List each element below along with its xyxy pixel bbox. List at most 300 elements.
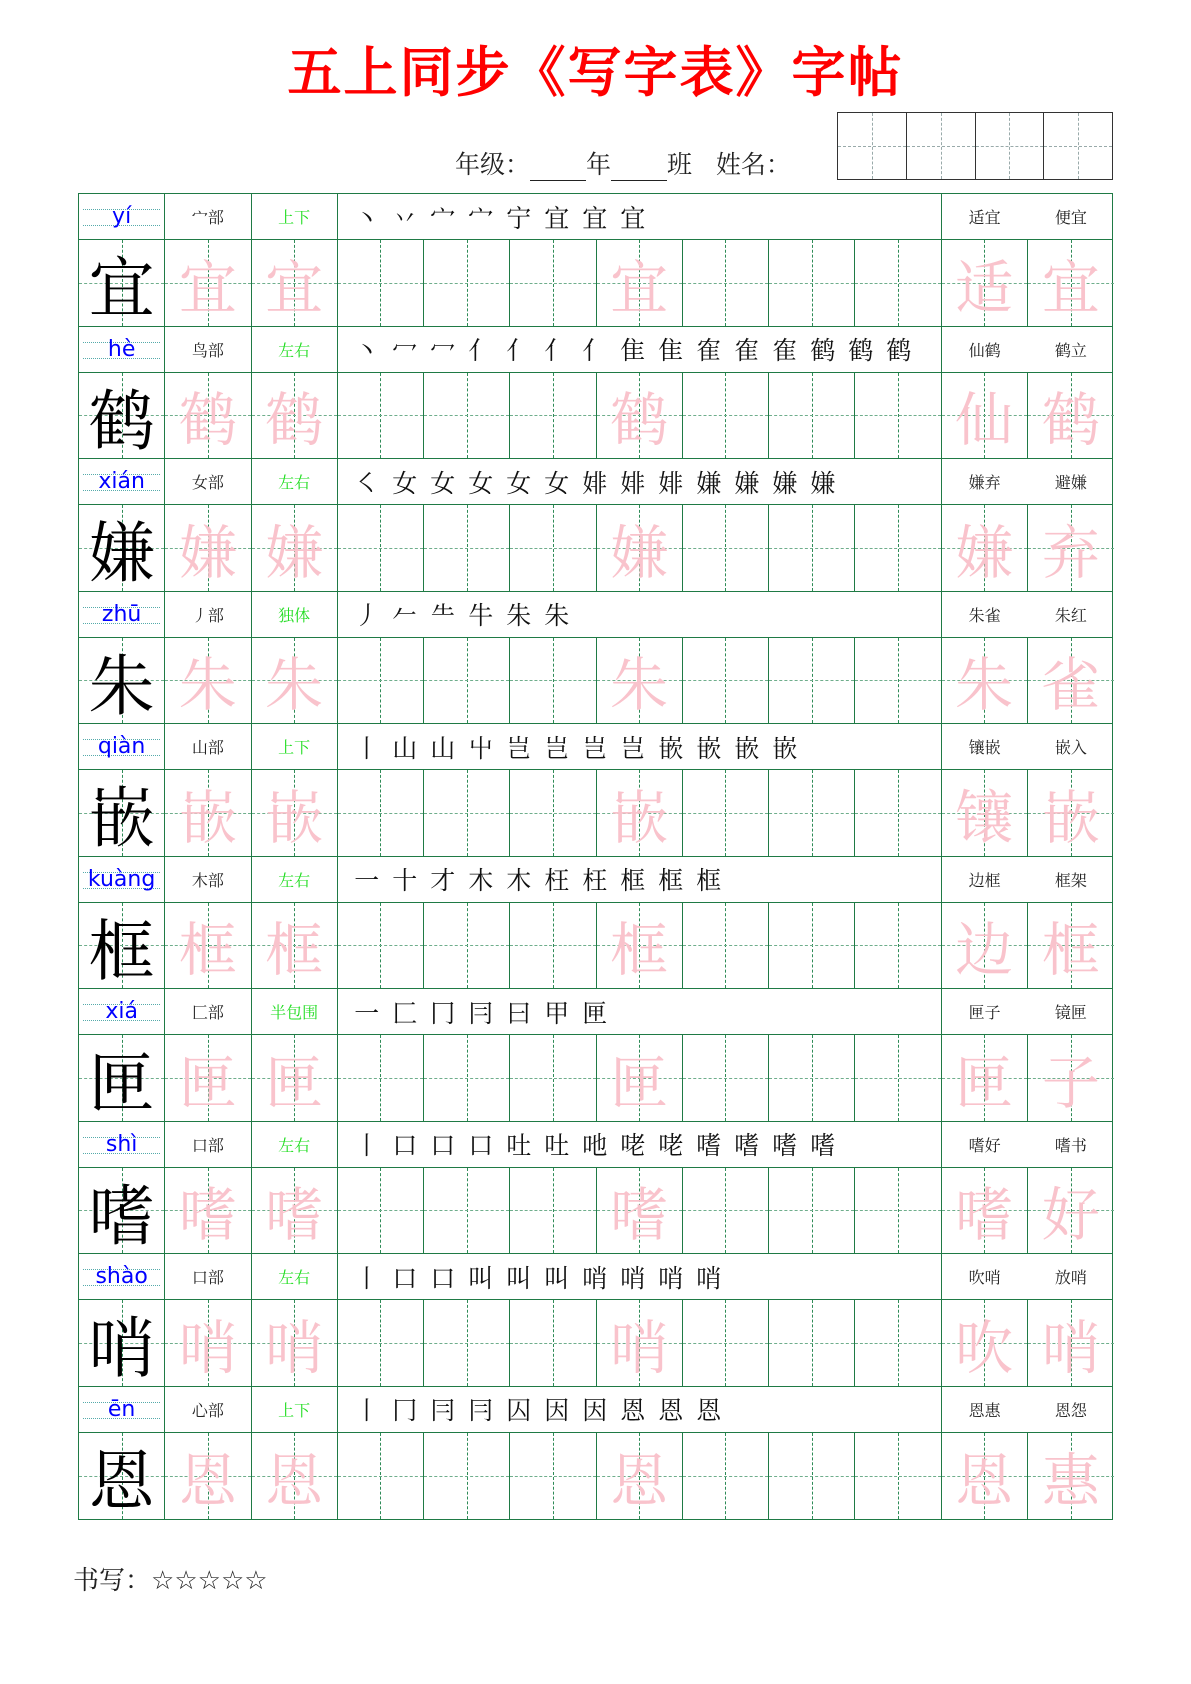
- radical: 山部: [191, 738, 224, 757]
- radical-cell: [165, 989, 251, 1034]
- writing-cell[interactable]: [165, 373, 251, 459]
- model-character: 宜: [88, 250, 155, 328]
- word: 便宜: [1054, 208, 1087, 227]
- stroke-step: 冂: [430, 998, 456, 1028]
- words-cell: [942, 194, 1115, 239]
- trace-word-character[interactable]: 弃: [1041, 518, 1100, 587]
- writing-cell[interactable]: [165, 903, 251, 989]
- stroke-step: 亻: [468, 336, 494, 365]
- trace-character[interactable]: 朱: [265, 651, 324, 720]
- trace-word-character[interactable]: 哨: [1041, 1313, 1100, 1382]
- stroke-step: 吔: [582, 1131, 608, 1160]
- writing-cell[interactable]: [942, 505, 1028, 591]
- writing-cell[interactable]: [855, 240, 941, 326]
- writing-cell[interactable]: [510, 373, 596, 459]
- character-row: [79, 240, 1112, 327]
- trace-word-character[interactable]: 雀: [1041, 651, 1100, 720]
- writing-cell[interactable]: [252, 1433, 338, 1520]
- writing-cell[interactable]: [855, 1433, 941, 1520]
- radical-cell: [165, 1387, 251, 1432]
- trace-word-character[interactable]: 嵌: [1041, 783, 1100, 852]
- trace-word-character[interactable]: 宜: [1041, 253, 1100, 322]
- structure-cell: [252, 1387, 338, 1432]
- writing-cell[interactable]: [597, 1433, 683, 1520]
- writing-cell[interactable]: [252, 770, 338, 856]
- stroke-step: 𠂉: [392, 601, 418, 630]
- year-blank[interactable]: [530, 156, 586, 181]
- model-character-cell: [79, 1168, 165, 1254]
- stroke-step: 鹤: [810, 336, 836, 365]
- class-blank[interactable]: [611, 156, 667, 181]
- trace-character[interactable]: 匣: [265, 1048, 324, 1117]
- writing-cell[interactable]: [683, 1433, 769, 1520]
- stroke-step: 嫌: [772, 468, 798, 498]
- writing-cell[interactable]: [597, 1300, 683, 1386]
- writing-cell[interactable]: [252, 373, 338, 459]
- writing-cell[interactable]: [1028, 1035, 1114, 1121]
- model-character-cell: [79, 1300, 165, 1386]
- rating-stars[interactable]: ☆☆☆☆☆: [151, 1566, 268, 1596]
- stroke-step: 宀: [430, 203, 456, 233]
- stroke-step: 丿: [354, 601, 380, 630]
- writing-cell[interactable]: [165, 770, 251, 856]
- stroke-step: 匚: [392, 998, 418, 1028]
- writing-cell[interactable]: [769, 373, 855, 459]
- name-label: 姓名：: [715, 150, 791, 179]
- stroke-order-cell: [338, 327, 942, 372]
- writing-cell[interactable]: [942, 1433, 1028, 1520]
- structure-cell: [252, 327, 338, 372]
- writing-cell[interactable]: [597, 1035, 683, 1121]
- model-character-cell: [79, 1433, 165, 1520]
- stroke-step: 嫌: [734, 468, 760, 498]
- writing-cell[interactable]: [424, 240, 510, 326]
- stroke-step: 口: [392, 1263, 418, 1293]
- stroke-step: 丶: [354, 336, 380, 365]
- writing-cell[interactable]: [165, 638, 251, 724]
- stroke-step: 鹤: [848, 336, 874, 365]
- structure-cell: [252, 459, 338, 504]
- writing-cell[interactable]: [683, 903, 769, 989]
- writing-cell[interactable]: [510, 505, 596, 591]
- writing-cell[interactable]: [683, 770, 769, 856]
- writing-cell[interactable]: [338, 505, 424, 591]
- words-cell: [942, 459, 1115, 504]
- stroke-step: 丨: [354, 1396, 380, 1425]
- stroke-step: 木: [506, 866, 532, 895]
- writing-cell[interactable]: [165, 240, 251, 326]
- writing-cell[interactable]: [942, 1035, 1028, 1121]
- writing-cell[interactable]: [769, 903, 855, 989]
- word: 朱红: [1054, 605, 1087, 625]
- name-cell[interactable]: [1044, 113, 1112, 179]
- structure: 左右: [278, 473, 311, 492]
- trace-character[interactable]: 嵌: [178, 783, 237, 852]
- trace-character[interactable]: 嗜: [265, 1181, 324, 1250]
- writing-cell[interactable]: [510, 1168, 596, 1254]
- writing-cell[interactable]: [1028, 638, 1114, 724]
- writing-cell[interactable]: [597, 505, 683, 591]
- writing-cell[interactable]: [424, 1168, 510, 1254]
- stroke-step: 恩: [658, 1396, 684, 1425]
- writing-cell[interactable]: [424, 1433, 510, 1520]
- stroke-order-cell: [338, 724, 942, 769]
- word: 匣子: [968, 1003, 1001, 1022]
- stroke-step: 冃: [430, 1396, 456, 1425]
- model-character-cell: [79, 770, 165, 856]
- stroke-step: 冖: [430, 336, 456, 365]
- writing-cell[interactable]: [252, 1168, 338, 1254]
- word: 边框: [968, 870, 1001, 890]
- writing-cell[interactable]: [1028, 1433, 1114, 1520]
- writing-cell[interactable]: [424, 903, 510, 989]
- class-label: 班: [667, 150, 693, 179]
- writing-cell[interactable]: [769, 1433, 855, 1520]
- trace-word-character[interactable]: 吹: [955, 1313, 1014, 1382]
- writing-cell[interactable]: [252, 1300, 338, 1386]
- radical: 鸟部: [191, 340, 224, 360]
- trace-character[interactable]: 哨: [178, 1313, 237, 1382]
- stroke-order-cell: [338, 989, 942, 1034]
- pinyin-row: [79, 989, 1112, 1035]
- stroke-step: 嗜: [696, 1131, 722, 1160]
- writing-cell[interactable]: [424, 1300, 510, 1386]
- stroke-step: 宜: [620, 203, 646, 233]
- trace-character[interactable]: 朱: [610, 651, 669, 720]
- structure-cell: [252, 989, 338, 1034]
- pinyin-cell: [79, 592, 165, 637]
- trace-word-character[interactable]: 好: [1041, 1181, 1100, 1250]
- writing-cell[interactable]: [252, 638, 338, 724]
- trace-character[interactable]: 朱: [178, 651, 237, 720]
- trace-character[interactable]: 框: [610, 916, 669, 985]
- stroke-step: 嗜: [772, 1131, 798, 1160]
- writing-cell[interactable]: [855, 1300, 941, 1386]
- trace-word-character[interactable]: 边: [955, 916, 1014, 985]
- trace-character[interactable]: 哨: [265, 1313, 324, 1382]
- radical-cell: [165, 194, 251, 239]
- trace-character[interactable]: 嵌: [610, 783, 669, 852]
- writing-cell[interactable]: [1028, 240, 1114, 326]
- writing-cell[interactable]: [683, 505, 769, 591]
- word: 恩惠: [968, 1400, 1001, 1420]
- trace-character[interactable]: 宜: [178, 253, 237, 322]
- stroke-step: 丷: [392, 203, 418, 233]
- writing-cell[interactable]: [683, 240, 769, 326]
- stroke-step: 隺: [734, 336, 760, 365]
- trace-character[interactable]: 恩: [265, 1446, 324, 1515]
- writing-cell[interactable]: [855, 903, 941, 989]
- writing-cell[interactable]: [597, 903, 683, 989]
- stroke-step: 岂: [544, 733, 570, 763]
- stroke-step: 女: [392, 468, 418, 498]
- pinyin-row: [79, 592, 1112, 638]
- stroke-step: 嵌: [772, 733, 798, 763]
- writing-cell[interactable]: [338, 1433, 424, 1520]
- trace-word-character[interactable]: 适: [955, 253, 1014, 322]
- word: 恩怨: [1054, 1400, 1087, 1420]
- writing-cell[interactable]: [855, 373, 941, 459]
- structure: 上下: [278, 208, 311, 227]
- writing-cell[interactable]: [338, 903, 424, 989]
- stroke-step: 叫: [468, 1263, 494, 1293]
- writing-cell[interactable]: [338, 770, 424, 856]
- writing-cell[interactable]: [769, 505, 855, 591]
- pinyin: xián: [98, 469, 145, 494]
- stroke-step: 婔: [658, 468, 684, 498]
- stroke-step: 朱: [544, 601, 570, 630]
- trace-character[interactable]: 嫌: [178, 518, 237, 587]
- stroke-step: 匣: [582, 998, 608, 1028]
- writing-cell[interactable]: [769, 240, 855, 326]
- structure-cell: [252, 592, 338, 637]
- trace-word-character[interactable]: 仙: [955, 386, 1014, 455]
- writing-cell[interactable]: [683, 638, 769, 724]
- words-cell: [942, 1387, 1115, 1432]
- stroke-step: 吐: [544, 1131, 570, 1160]
- pinyin-cell: [79, 724, 165, 769]
- trace-character[interactable]: 嗜: [178, 1181, 237, 1250]
- stroke-step: 丨: [354, 1131, 380, 1160]
- writing-cell[interactable]: [597, 373, 683, 459]
- word: 放哨: [1054, 1268, 1087, 1287]
- trace-word-character[interactable]: 匣: [955, 1048, 1014, 1117]
- pinyin-cell: [79, 1254, 165, 1299]
- trace-character[interactable]: 匣: [178, 1048, 237, 1117]
- trace-character[interactable]: 嫌: [265, 518, 324, 587]
- name-cell[interactable]: [907, 113, 976, 179]
- trace-word-character[interactable]: 朱: [955, 651, 1014, 720]
- writing-cell[interactable]: [942, 638, 1028, 724]
- pinyin-row: [79, 724, 1112, 770]
- trace-character[interactable]: 宜: [610, 253, 669, 322]
- pinyin-cell: [79, 459, 165, 504]
- pinyin-row: [79, 1254, 1112, 1300]
- trace-character[interactable]: 嵌: [265, 783, 324, 852]
- trace-word-character[interactable]: 子: [1041, 1048, 1100, 1117]
- words-cell: [942, 1254, 1115, 1299]
- writing-cell[interactable]: [510, 903, 596, 989]
- writing-cell[interactable]: [855, 638, 941, 724]
- trace-character[interactable]: 匣: [610, 1048, 669, 1117]
- writing-cell[interactable]: [942, 240, 1028, 326]
- writing-cell[interactable]: [597, 240, 683, 326]
- writing-cell[interactable]: [597, 770, 683, 856]
- stroke-step: 隺: [696, 336, 722, 365]
- writing-cell[interactable]: [1028, 903, 1114, 989]
- writing-cell[interactable]: [338, 373, 424, 459]
- trace-character[interactable]: 鹤: [265, 386, 324, 455]
- writing-cell[interactable]: [424, 373, 510, 459]
- trace-character[interactable]: 恩: [610, 1446, 669, 1515]
- model-character: 嵌: [88, 780, 155, 858]
- pinyin: yí: [112, 204, 132, 229]
- trace-character[interactable]: 恩: [178, 1446, 237, 1515]
- writing-cell[interactable]: [942, 1168, 1028, 1254]
- stroke-step: 口: [392, 1131, 418, 1160]
- writing-cell[interactable]: [683, 1168, 769, 1254]
- trace-character[interactable]: 鹤: [178, 386, 237, 455]
- writing-cell[interactable]: [855, 770, 941, 856]
- writing-cell[interactable]: [769, 638, 855, 724]
- writing-cell[interactable]: [942, 770, 1028, 856]
- writing-cell[interactable]: [510, 240, 596, 326]
- writing-cell[interactable]: [597, 638, 683, 724]
- writing-cell[interactable]: [338, 1300, 424, 1386]
- name-writing-box[interactable]: [837, 112, 1113, 180]
- trace-character[interactable]: 嫌: [610, 518, 669, 587]
- pinyin-row: [79, 327, 1112, 373]
- stroke-step: 嵌: [658, 733, 684, 763]
- stroke-step: 鹤: [886, 336, 912, 365]
- writing-cell[interactable]: [252, 505, 338, 591]
- trace-word-character[interactable]: 惠: [1041, 1446, 1100, 1515]
- writing-cell[interactable]: [510, 1300, 596, 1386]
- writing-cell[interactable]: [1028, 373, 1114, 459]
- writing-cell[interactable]: [855, 1035, 941, 1121]
- writing-cell[interactable]: [769, 1300, 855, 1386]
- writing-cell[interactable]: [424, 638, 510, 724]
- writing-cell[interactable]: [769, 770, 855, 856]
- stroke-step: 嵌: [696, 733, 722, 763]
- writing-cell[interactable]: [942, 1300, 1028, 1386]
- stroke-step: 曰: [506, 998, 532, 1028]
- trace-character[interactable]: 嗜: [610, 1181, 669, 1250]
- radical-cell: [165, 724, 251, 769]
- writing-cell[interactable]: [597, 1168, 683, 1254]
- rating-label: 书写：: [73, 1566, 152, 1596]
- writing-cell[interactable]: [165, 1168, 251, 1254]
- writing-cell[interactable]: [338, 1168, 424, 1254]
- model-character-cell: [79, 505, 165, 591]
- trace-word-character[interactable]: 嫌: [955, 518, 1014, 587]
- trace-word-character[interactable]: 鹤: [1041, 386, 1100, 455]
- stroke-step: 一: [354, 998, 380, 1028]
- pinyin-cell: [79, 327, 165, 372]
- character-row: [79, 1433, 1112, 1520]
- words-cell: [942, 857, 1115, 902]
- stroke-step: 框: [658, 866, 684, 895]
- word: 框架: [1054, 870, 1087, 890]
- writing-cell[interactable]: [252, 1035, 338, 1121]
- model-character: 鹤: [88, 382, 155, 460]
- stroke-step: 岂: [582, 733, 608, 763]
- writing-cell[interactable]: [769, 1035, 855, 1121]
- radical: 口部: [191, 1268, 224, 1287]
- writing-cell[interactable]: [769, 1168, 855, 1254]
- stroke-step: 隹: [620, 336, 646, 365]
- trace-word-character[interactable]: 框: [1041, 916, 1100, 985]
- stroke-step: 宜: [582, 203, 608, 233]
- model-character: 嗜: [88, 1177, 155, 1255]
- trace-word-character[interactable]: 恩: [955, 1446, 1014, 1515]
- writing-cell[interactable]: [252, 903, 338, 989]
- stroke-step: 亻: [506, 336, 532, 365]
- word: 嗜书: [1054, 1135, 1087, 1155]
- writing-cell[interactable]: [683, 1035, 769, 1121]
- writing-cell[interactable]: [510, 1035, 596, 1121]
- writing-cell[interactable]: [510, 1433, 596, 1520]
- writing-cell[interactable]: [510, 770, 596, 856]
- writing-cell[interactable]: [165, 1300, 251, 1386]
- radical: 宀部: [191, 208, 224, 227]
- word: 仙鹤: [968, 340, 1001, 360]
- writing-cell[interactable]: [424, 1035, 510, 1121]
- writing-cell[interactable]: [683, 1300, 769, 1386]
- stroke-step: 一: [354, 866, 380, 895]
- model-character: 匣: [88, 1045, 155, 1123]
- writing-cell[interactable]: [1028, 770, 1114, 856]
- writing-cell[interactable]: [252, 240, 338, 326]
- writing-cell[interactable]: [165, 1433, 251, 1520]
- writing-cell[interactable]: [855, 505, 941, 591]
- writing-cell[interactable]: [424, 505, 510, 591]
- writing-cell[interactable]: [165, 505, 251, 591]
- stroke-step: 哨: [696, 1263, 722, 1293]
- stroke-step: 山: [392, 733, 418, 763]
- word: 鹤立: [1054, 340, 1087, 360]
- character-row: [79, 1035, 1112, 1122]
- writing-cell[interactable]: [510, 638, 596, 724]
- writing-cell[interactable]: [1028, 505, 1114, 591]
- writing-cell[interactable]: [338, 240, 424, 326]
- writing-cell[interactable]: [338, 638, 424, 724]
- character-row: [79, 638, 1112, 725]
- writing-cell[interactable]: [1028, 1168, 1114, 1254]
- radical-cell: [165, 1122, 251, 1167]
- model-character: 哨: [88, 1310, 155, 1388]
- stroke-step: 嗜: [734, 1131, 760, 1160]
- stroke-step: 女: [544, 468, 570, 498]
- model-character: 朱: [88, 647, 155, 725]
- trace-character[interactable]: 框: [265, 916, 324, 985]
- trace-character[interactable]: 鹤: [610, 386, 669, 455]
- word: 吹哨: [968, 1268, 1001, 1287]
- stroke-step: 女: [506, 468, 532, 498]
- writing-cell[interactable]: [942, 903, 1028, 989]
- word: 适宜: [968, 208, 1001, 227]
- pinyin-row: [79, 1122, 1112, 1168]
- stroke-step: 嫌: [810, 468, 836, 498]
- structure: 上下: [278, 738, 311, 757]
- writing-cell[interactable]: [338, 1035, 424, 1121]
- trace-character[interactable]: 框: [178, 916, 237, 985]
- pinyin: qiàn: [97, 734, 146, 759]
- radical-cell: [165, 327, 251, 372]
- trace-word-character[interactable]: 镶: [955, 783, 1014, 852]
- writing-cell[interactable]: [942, 373, 1028, 459]
- writing-cell[interactable]: [1028, 1300, 1114, 1386]
- stroke-step: 女: [468, 468, 494, 498]
- stroke-step: 牛: [468, 601, 494, 630]
- trace-word-character[interactable]: 嗜: [955, 1181, 1014, 1250]
- practice-grid: [78, 193, 1113, 1520]
- trace-character[interactable]: 宜: [265, 253, 324, 322]
- character-row: [79, 505, 1112, 592]
- writing-cell[interactable]: [855, 1168, 941, 1254]
- word: 嵌入: [1054, 738, 1087, 757]
- trace-character[interactable]: 哨: [610, 1313, 669, 1382]
- writing-cell[interactable]: [424, 770, 510, 856]
- structure: 独体: [278, 605, 311, 625]
- writing-cell[interactable]: [683, 373, 769, 459]
- words-cell: [942, 989, 1115, 1034]
- name-cell[interactable]: [976, 113, 1045, 179]
- word: 镶嵌: [968, 738, 1001, 757]
- name-cell[interactable]: [838, 113, 907, 179]
- stroke-order-cell: [338, 1254, 942, 1299]
- writing-cell[interactable]: [165, 1035, 251, 1121]
